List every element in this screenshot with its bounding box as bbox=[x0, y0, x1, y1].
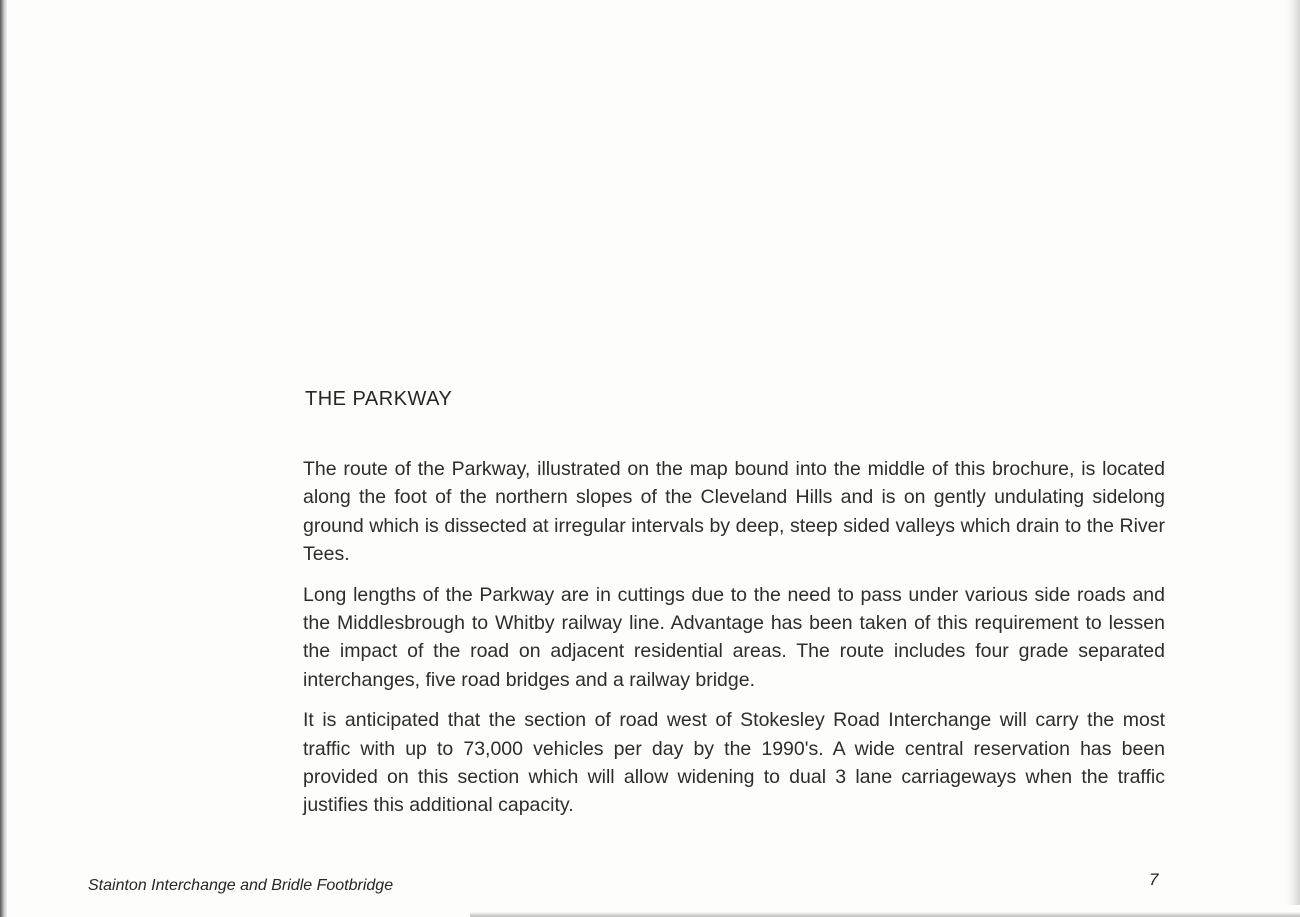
scan-left-edge bbox=[0, 0, 7, 917]
scan-right-edge bbox=[1286, 0, 1300, 905]
paragraph-3: It is anticipated that the section of road west of Stokesley Road Interchange will carry the most traffic with up to 73,000 vehicles per day by the 1990's. A wide central reservation has been provided on this section which will allow widening to dual 3 lane carriageways when the traffic justifies this additional capacity. bbox=[303, 709, 1165, 817]
scan-bottom-edge bbox=[470, 912, 1300, 917]
paragraph-1: The route of the Parkway, illustrated on the map bound into the middle of this brochure, is located along the foot of the northern slopes of the Cleveland Hills and is on gently undulating sidelong ground which is dissected at irregular intervals by deep, steep sided valleys which drain to the River Tees. bbox=[303, 458, 1165, 566]
page-content bbox=[303, 388, 1165, 832]
page-number: 7 bbox=[1149, 870, 1159, 889]
section-heading: THE PARKWAY bbox=[305, 388, 453, 410]
paragraph-2: Long lengths of the Parkway are in cuttings due to the need to pass under various side roads and the Middlesbrough to Whitby railway line. Advantage has been taken of this requirement to lessen the impact of the road on adjacent residential areas. The route includes four grade separated interchanges, five road bridges and a railway bridge. bbox=[303, 583, 1165, 691]
photo-caption: Stainton Interchange and Bridle Footbridge bbox=[88, 877, 394, 894]
